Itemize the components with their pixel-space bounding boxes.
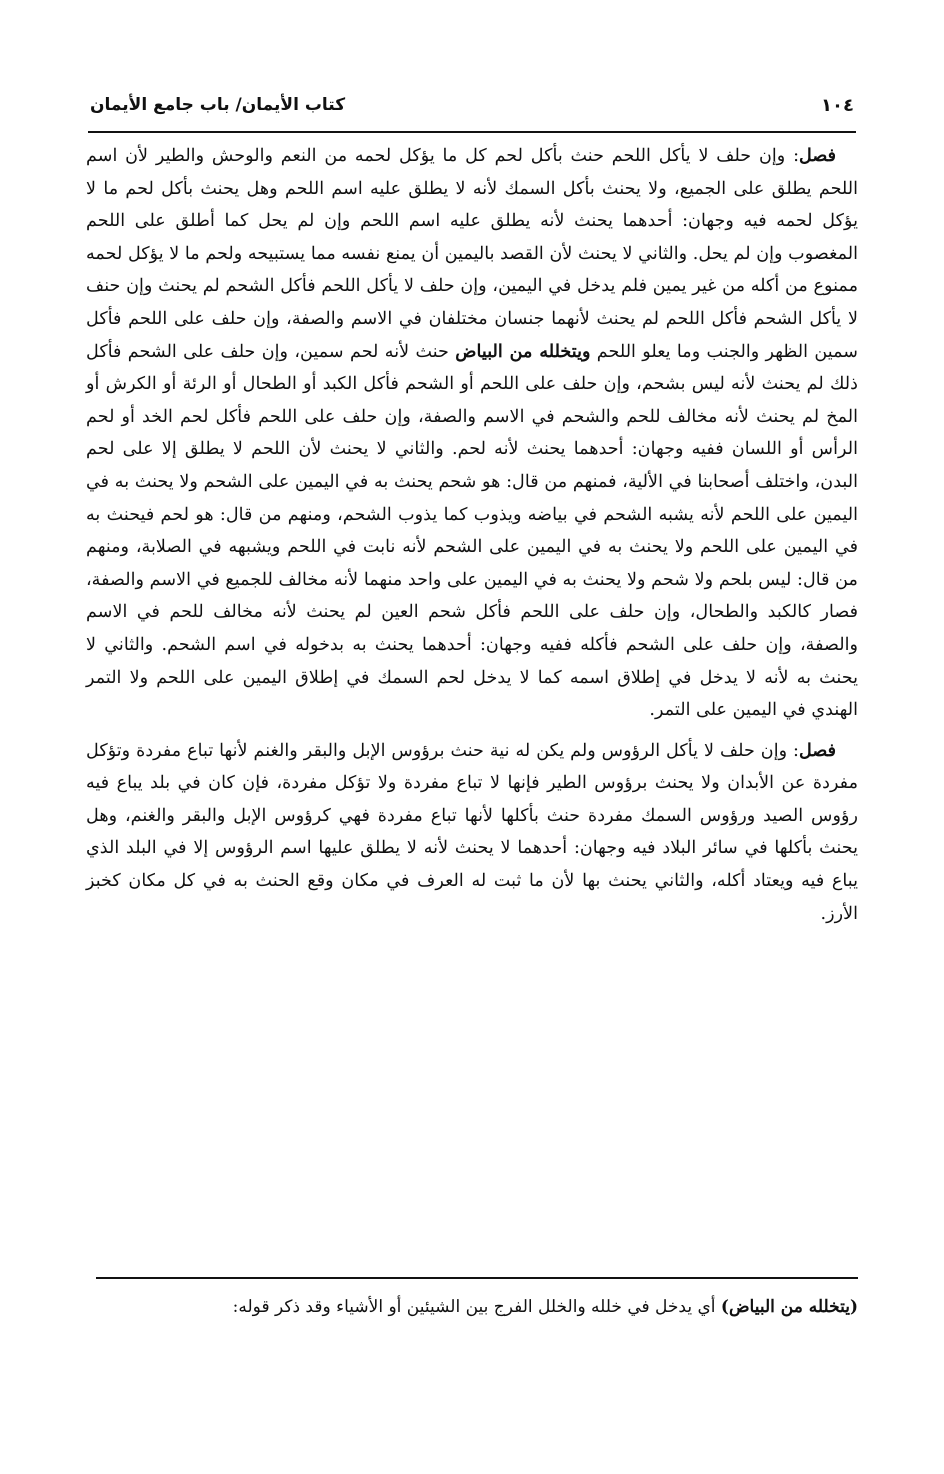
paragraph-text: حنث لأنه لحم سمين، وإن حلف على الشحم فأكل ذلك لم يحنث لأنه ليس بشحم، وإن حلف على اللحم أو الشحم فأكل الكبد أو الطحال أو الرئة أو الكرش أو المخ لم يحنث لأنه مخالف للحم والشحم في الاسم والصفة، وإن حلف على اللحم فأكل لحم الخد أو لحم الرأس أو اللسان ففيه وجهان: أحدهما يحنث لأنه لحم. والثاني لا يحنث لأن اللحم لا يطلق إلا على لحم البدن، واختلف أصحابنا في الألية، فمنهم من قال: هو شحم يحنث به في اليمين على الشحم ولا يحنث به في اليمين على اللحم لأنه يشبه الشحم في بياضه ويذوب كما يذوب الشحم، ومنهم من قال: هو لحم فيحنث به في اليمين على اللحم ولا يحنث به في اليمين على الشحم لأنه نابت في اللحم ويشبهه في الصلابة، ومنهم من قال: ليس بلحم ولا شحم ولا يحنث به في اليمين على واحد منهما لأنه مخالف للجميع في الاسم والصفة، فصار كالكبد والطحال، وإن حلف على اللحم فأكل شحم العين لم يحنث لأنه مخالف للحم في الاسم والصفة، وإن حلف على الشحم فأكله ففيه وجهان: أحدهما يحنث به بدخوله في اسم الشحم. والثاني لا يحنث به لأنه لا يدخل في إطلاق اسمه كما لا يدخل لحم السمك في إطلاق اليمين على اللحم ولا التمر الهندي في اليمين على التمر.	[86, 341, 858, 721]
paragraph-meat-and-fat	[86, 140, 858, 727]
chapter-title: كتاب الأيمان/ باب جامع الأيمان	[90, 95, 346, 115]
glossed-term: ويتخلله من البياض	[455, 340, 591, 362]
running-header	[90, 88, 854, 122]
footnote-rule	[96, 1277, 858, 1279]
header-rule	[88, 131, 856, 133]
paragraph-text: : وإن حلف لا يأكل الرؤوس ولم يكن له نية حنث برؤوس الإبل والبقر والغنم لأنها تباع مفردة وتؤكل مفردة عن الأبدان ولا يحنث برؤوس الطير فإنها لا تباع مفردة ولا تؤكل مفردة، فإن كان في بلد يباع فيه رؤوس الصيد ورؤوس السمك مفردة حنث بأكلها لأنها تباع مفردة فهي كرؤوس الإبل والبقر والغنم، وهل يحنث بأكلها في سائر البلاد فيه وجهان: أحدهما لا يحنث لأنه لا يطلق عليها اسم الرؤوس إلا في البلد الذي يباع فيه ويعتاد أكله، والثاني يحنث بها لأن ما ثبت له العرف في مكان وقع الحنث به في كل مكان كخبز الأرز.	[86, 740, 858, 924]
footnote-term: (يتخلله من البياض)	[720, 1297, 858, 1317]
section-label: فصل	[799, 739, 836, 761]
paragraph-text: : وإن حلف لا يأكل اللحم حنث بأكل لحم كل ما يؤكل لحمه من النعم والوحش والطير لأن اسم اللحم يطلق على الجميع، ولا يحنث بأكل السمك لأنه لا يطلق عليه اسم اللحم وهل يحنث بأكل لحم ما لا يؤكل لحمه فيه وجهان: أحدهما يحنث لأنه يطلق عليه اسم اللحم وإن لم يحل كما أطلق على اللحم المغصوب وإن لم يحل. والثاني لا يحنث لأن القصد باليمين أن يمنع نفسه مما يستبيحه ولحم ما لا يؤكل لحمه ممنوع من أكله من غير يمين فلم يدخل في اليمين، وإن حلف لا يأكل اللحم فأكل الشحم لم يحنث وإن حنف لا يأكل الشحم فأكل اللحم لم يحنث لأنهما جنسان مختلفان في الاسم والصفة، وإن حلف على اللحم فأكل سمين الظهر والجنب وما يعلو اللحم	[86, 146, 859, 362]
footnote	[86, 1292, 858, 1322]
paragraph-heads	[86, 735, 858, 931]
page-number: ١٠٤	[821, 94, 854, 116]
main-text	[86, 140, 858, 930]
section-label: فصل	[799, 145, 836, 166]
footnote-text: أي يدخل في خلله والخلل الفرج بين الشيئين أو الأشياء وقد ذكر قوله:	[232, 1297, 721, 1317]
